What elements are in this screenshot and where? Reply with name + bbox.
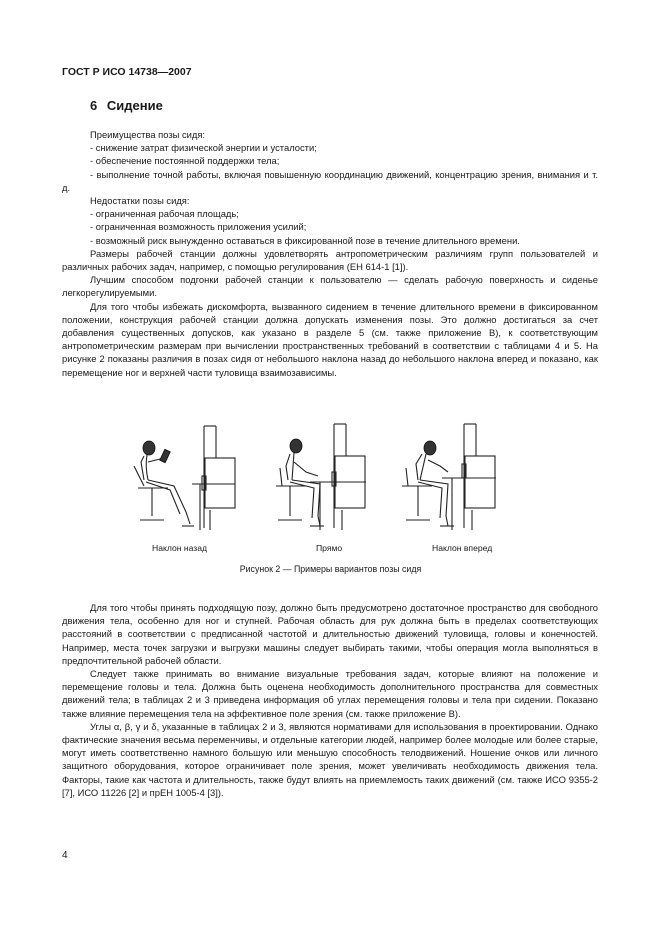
- posture-upright-illustration: [276, 424, 366, 530]
- section-heading: [90, 98, 163, 113]
- text-block-2: [62, 601, 598, 799]
- list-item: - снижение затрат физической энергии и усталости;: [90, 142, 317, 154]
- label-lean-back: Наклон назад: [152, 543, 208, 553]
- list-item: - ограниченная возможность приложения усилий;: [90, 221, 307, 233]
- paragraph: Следует также принимать во внимание визуальные требования задач, которые влияют на положение и перемещение головы и тела. Должна быть оценена необходимость дополнительного пространства для совместных движений тела; в таблицах 2 и 3 приведена информация об углах перемещения головы и тела при сидении. Показано также влияние перемещения тела на эффективное поле зрения (см. также приложение В).: [62, 668, 598, 719]
- posture-lean-forward-illustration: [402, 424, 496, 530]
- section-number: 6: [90, 98, 98, 113]
- figure-seating-postures: [130, 418, 530, 556]
- figure-caption: Рисунок 2 — Примеры вариантов позы сидя: [239, 564, 422, 574]
- paragraph: Лучшим способом подгонки рабочей станции к пользователю — сделать рабочую поверхность и сиденье легкорегулируемыми.: [62, 274, 598, 299]
- paragraph: Для того чтобы избежать дискомфорта, вызванного сидением в течение длительного времени в фиксированном положении, конструкция рабочей станции должна допускать изменения позы. Это должно достигаться за счет добавления существенных допусков, как указано в разделе 5 (см. также приложение В), к соответствующим антропометрическим размерам при вычислении пространственных требований в соответствии с таблицами 4 и 5. На рисунке 2 показаны различия в позах сидя от небольшого наклона назад до небольшого наклона вперед и показано, как перемещение ног и верхней части туловища взаимозависимы.: [62, 300, 598, 378]
- paragraph: Преимущества позы сидя:: [90, 129, 206, 140]
- list-item: - возможный риск вынужденно оставаться в фиксированной позе в течение длительного времени.: [90, 234, 520, 246]
- paragraph: Недостатки позы сидя:: [90, 195, 190, 207]
- paragraph: Углы α, β, γ и δ, указанные в таблицах 2 и 3, являются нормативами для использования в проектировании. Однако фактические значения весьма переменчивы, и отдельные категории людей, например более молодые или более старые, могут иметь соответственно намного большую или меньшую способность телодвижений. Ношение очков или личного защитного оборудования, которое ограничивает поле зрения, может увеличивать необходимость движения тела. Факторы, такие как частота и длительность, также будут влиять на приемлемость таких движений (см. также ИСО 9355-2 [7], ИСО 11226 [2] и прЕН 1005-4 [3]).: [62, 720, 598, 798]
- paragraph: Размеры рабочей станции должны удовлетворять антропометрическим различиям групп пользователей и различных рабочих задач, например, с помощью регулирования (ЕН 614-1 [1]).: [62, 247, 598, 273]
- label-lean-forward: Наклон вперед: [432, 543, 493, 553]
- list-item: - ограниченная рабочая площадь;: [90, 208, 239, 220]
- label-upright: Прямо: [316, 543, 343, 553]
- list-item: - выполнение точной работы, включая повышенную координацию движений, концентрацию зрения, внимания и т. д.: [62, 168, 598, 193]
- posture-illustrations: [130, 418, 530, 536]
- document-code: ГОСТ Р ИСО 14738—2007: [62, 66, 192, 78]
- text-block-1: [62, 128, 598, 379]
- page-number: 4: [62, 850, 68, 861]
- section-title-text: Сидение: [106, 98, 163, 113]
- list-item: - обеспечение постоянной поддержки тела;: [90, 155, 280, 167]
- paragraph: Для того чтобы принять подходящую позу, должно быть предусмотрено достаточное пространство для свободного движения тела, особенно для ног и ступней. Рабочая область для рук должна быть в пределах соответствующих расстояний в соответствии с предписанной частотой и длительностью движений туловища, головы и конечностей. Например, места точек загрузки и выгрузки машины следует выбирать такими, чтобы операция могла выполняться в предпочтительной рабочей области.: [62, 602, 598, 666]
- posture-lean-back-illustration: [134, 426, 235, 530]
